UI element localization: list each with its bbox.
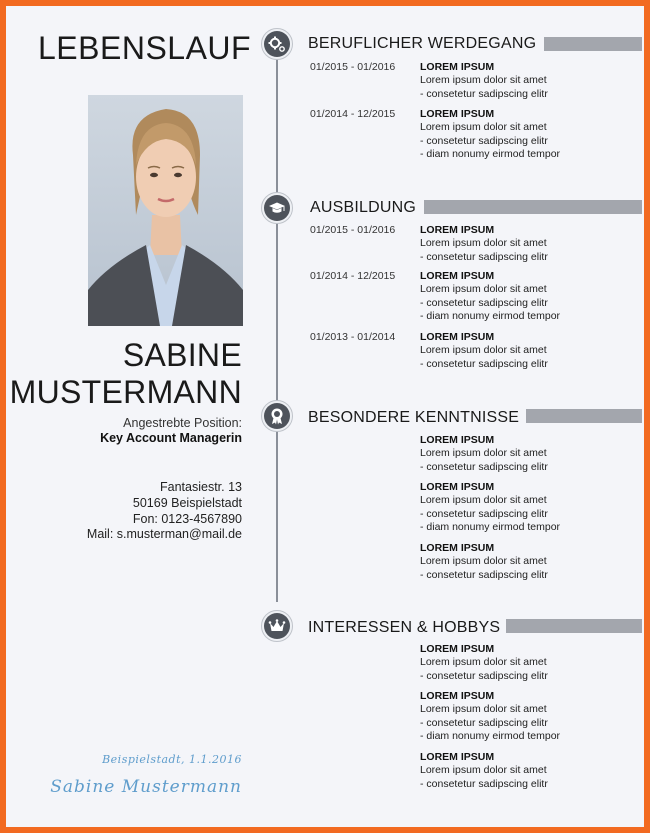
address-city: 50169 Beispielstadt bbox=[132, 496, 242, 510]
portrait-image bbox=[88, 95, 243, 326]
position-label: Angestrebte Position: bbox=[123, 416, 242, 430]
entry-line: - consetetur sadipscing elitr bbox=[420, 250, 548, 263]
entry-heading: LOREM IPSUM bbox=[420, 270, 495, 282]
section-title-career: BERUFLICHER WERDEGANG bbox=[308, 35, 537, 52]
entry-line: - diam nonumy eirmod tempor bbox=[420, 729, 561, 742]
graduation-cap-icon bbox=[264, 195, 290, 221]
entry-line: Lorem ipsum dolor sit amet bbox=[420, 74, 547, 87]
entry-line: - diam nonumy eirmod tempor bbox=[420, 309, 561, 322]
section-bar-education bbox=[424, 200, 642, 214]
address-phone: Fon: 0123-4567890 bbox=[132, 512, 242, 526]
entry-heading: LOREM IPSUM bbox=[420, 434, 495, 446]
entry-heading: LOREM IPSUM bbox=[420, 481, 495, 493]
timeline-line bbox=[276, 36, 278, 602]
entry-line: Lorem ipsum dolor sit amet bbox=[420, 344, 547, 357]
name-first: SABINE bbox=[122, 337, 242, 373]
entry-line: - consetetur sadipscing elitr bbox=[420, 669, 548, 682]
entry-line: - consetetur sadipscing elitr bbox=[420, 716, 548, 729]
entry-date: 01/2015 - 01/2016 bbox=[310, 61, 396, 73]
address-email: Mail: s.musterman@mail.de bbox=[86, 527, 242, 541]
entry-line: Lorem ipsum dolor sit amet bbox=[420, 237, 547, 250]
entry-date: 01/2015 - 01/2016 bbox=[310, 224, 396, 236]
entry-line: Lorem ipsum dolor sit amet bbox=[420, 494, 547, 507]
entry-line: - consetetur sadipscing elitr bbox=[420, 357, 548, 370]
entry-heading: LOREM IPSUM bbox=[420, 690, 495, 702]
profile-photo bbox=[88, 95, 243, 326]
section-icon-education bbox=[261, 192, 293, 224]
entry-line: - diam nonumy eirmod tempor bbox=[420, 147, 561, 160]
entry-date: 01/2014 - 12/2015 bbox=[310, 108, 396, 120]
section-title-skills: BESONDERE KENNTNISSE bbox=[308, 409, 520, 426]
section-bar-career bbox=[544, 37, 642, 51]
entry-heading: LOREM IPSUM bbox=[420, 643, 495, 655]
entry-line: Lorem ipsum dolor sit amet bbox=[420, 764, 547, 777]
entry-line: Lorem ipsum dolor sit amet bbox=[420, 656, 547, 669]
position-value: Key Account Managerin bbox=[100, 431, 242, 445]
section-icon-skills bbox=[261, 400, 293, 432]
entry-heading: LOREM IPSUM bbox=[420, 542, 495, 554]
crown-icon bbox=[264, 613, 290, 639]
entry-heading: LOREM IPSUM bbox=[420, 108, 495, 120]
entry-heading: LOREM IPSUM bbox=[420, 224, 495, 236]
entry-line: Lorem ipsum dolor sit amet bbox=[420, 283, 547, 296]
award-rosette-icon bbox=[264, 403, 290, 429]
entry-line: - consetetur sadipscing elitr bbox=[420, 460, 548, 473]
section-icon-career bbox=[261, 28, 293, 60]
name-last: MUSTERMANN bbox=[9, 374, 242, 410]
entry-line: Lorem ipsum dolor sit amet bbox=[420, 121, 547, 134]
cv-title: LEBENSLAUF bbox=[38, 30, 252, 66]
entry-line: - consetetur sadipscing elitr bbox=[420, 87, 548, 100]
entry-date: 01/2014 - 12/2015 bbox=[310, 270, 396, 282]
entry-date: 01/2013 - 01/2014 bbox=[310, 331, 396, 343]
section-title-hobbies: INTERESSEN & HOBBYS bbox=[308, 619, 501, 636]
entry-line: - consetetur sadipscing elitr bbox=[420, 568, 548, 581]
entry-line: - consetetur sadipscing elitr bbox=[420, 777, 548, 790]
entry-line: - consetetur sadipscing elitr bbox=[420, 134, 548, 147]
gears-icon bbox=[264, 31, 290, 57]
entry-heading: LOREM IPSUM bbox=[420, 331, 495, 343]
entry-heading: LOREM IPSUM bbox=[420, 751, 495, 763]
entry-heading: LOREM IPSUM bbox=[420, 61, 495, 73]
address-street: Fantasiestr. 13 bbox=[160, 480, 242, 494]
entry-line: - diam nonumy eirmod tempor bbox=[420, 520, 561, 533]
signature-date: Beispielstadt, 1.1.2016 bbox=[102, 753, 242, 766]
entry-line: Lorem ipsum dolor sit amet bbox=[420, 703, 547, 716]
entry-line: Lorem ipsum dolor sit amet bbox=[420, 555, 547, 568]
section-bar-hobbies bbox=[506, 619, 642, 633]
section-bar-skills bbox=[526, 409, 642, 423]
signature: Sabine Mustermann bbox=[50, 777, 242, 797]
section-title-education: AUSBILDUNG bbox=[310, 199, 417, 216]
cv-page bbox=[6, 6, 644, 827]
entry-line: - consetetur sadipscing elitr bbox=[420, 507, 548, 520]
entry-line: - consetetur sadipscing elitr bbox=[420, 296, 548, 309]
entry-line: Lorem ipsum dolor sit amet bbox=[420, 447, 547, 460]
section-icon-hobbies bbox=[261, 610, 293, 642]
